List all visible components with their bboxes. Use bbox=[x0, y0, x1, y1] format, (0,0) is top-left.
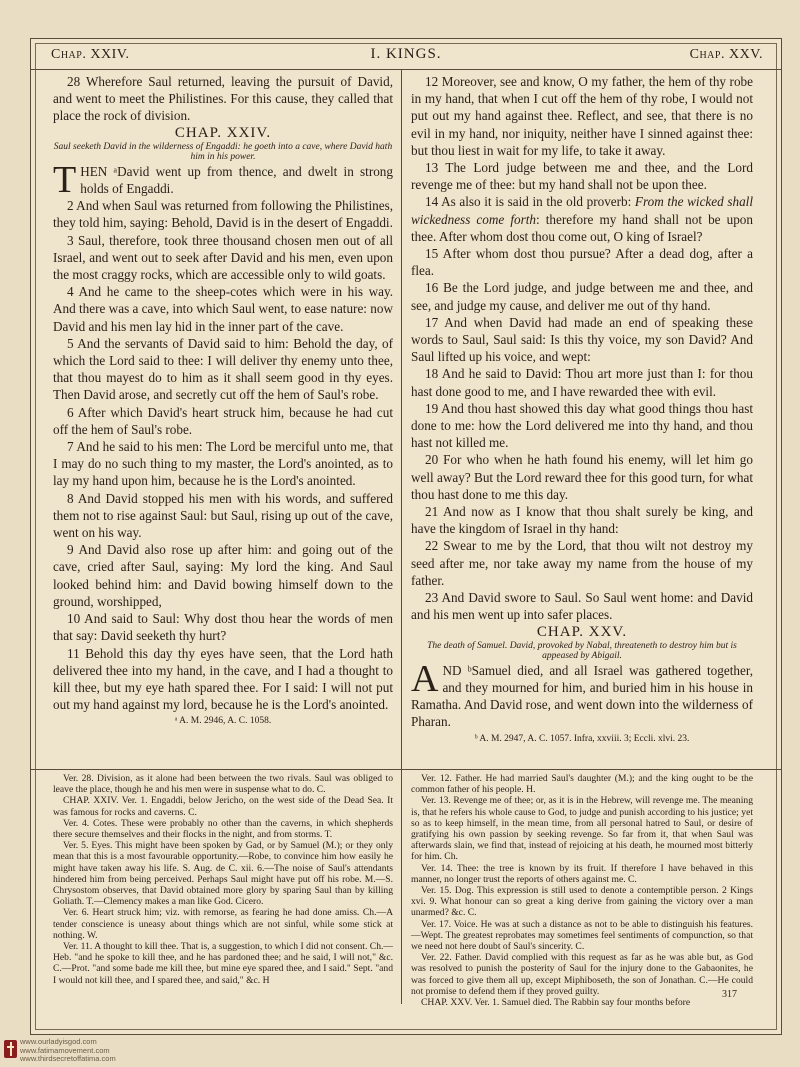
bible-page bbox=[30, 38, 782, 1035]
verse-13: 13 The Lord judge between me and thee, and the Lord revenge me of thee: but my hand shall not be upon thee. bbox=[411, 160, 753, 193]
note: Ver. 6. Heart struck him; viz. with remorse, as fearing he had done amiss. Ch.—A tender conscience is uneasy about things which are not sinful, while some stick at nothing. W. bbox=[53, 907, 393, 941]
verse-15: 15 After whom dost thou pursue? After a dead dog, after a flea. bbox=[411, 246, 753, 279]
verse-20: 20 For who when he hath found his enemy, will let him go well away? But the Lord reward thee for this good turn, for what thou hast done to me this day. bbox=[411, 452, 753, 502]
verse-22: 22 Swear to me by the Lord, that thou wilt not destroy my seed after me, nor take away my name from the house of my father. bbox=[411, 538, 753, 588]
verse-28: 28 Wherefore Saul returned, leaving the pursuit of David, and went to meet the Philistines. For this cause, they called that place the rock of division. bbox=[53, 74, 393, 124]
note: CHAP. XXV. Ver. 1. Samuel died. The Rabbin say four months before bbox=[421, 997, 691, 1009]
cross-logo-icon bbox=[4, 1040, 17, 1058]
verse-3: 3 Saul, therefore, took three thousand chosen men out of all Israel, and went out to seek after David and his men, even upon the most craggy rocks, which are accessible only to wild goats. bbox=[53, 232, 393, 283]
verse-8: 8 And David stopped his men with his words, and suffered them not to rise against Saul: but Saul, rising up out of the cave, went on his way. bbox=[53, 490, 393, 541]
verse-1-xxv-text: ND ᵇSamuel died, and all Israel was gathered together, and they mourned for him, and buried him in his house in Ramatha. And David rose, and went down into the wilderness of Pharan. bbox=[411, 662, 753, 730]
chapter-title-xxiv: CHAP. XXIV. bbox=[174, 124, 272, 141]
notes-rule bbox=[31, 769, 781, 770]
verse-1 bbox=[53, 158, 393, 201]
verse-7: 7 And he said to his men: The Lord be merciful unto me, that I may do no such thing to my master, the Lord's anointed, as to lay my hand upon him, because he is the Lord's anointed. bbox=[53, 439, 393, 489]
verse-10: 10 And said to Saul: Why dost thou hear the words of men that say: David seeketh thy hurt? bbox=[53, 611, 393, 644]
watermark-line: www.ourladyisgod.com bbox=[20, 1037, 97, 1046]
note: Ver. 11. A thought to kill thee. That is, a suggestion, to which I did not consent. Ch.—Heb. "and he spoke to kill thee, and he has pardoned thee; and he said, I will not," &c. C.—Prot. "and some bade me kill thee, but mine eye spared thee, and I said." Sept. "and I would not kill thee, and I spared thee, and said," &c. H bbox=[53, 941, 393, 986]
verse-14-pre: 14 As also it is said in the old proverb: bbox=[425, 194, 635, 210]
notes-right bbox=[411, 773, 753, 1008]
note: CHAP. XXIV. Ver. 1. Engaddi, below Jericho, on the west side of the Dead Sea. It was famous for rocks and caverns. C. bbox=[53, 795, 393, 818]
note: Ver. 5. Eyes. This might have been spoken by Gad, or by Samuel (M.); or they only mean that this is a most favourable opportunity.—Robe, to convince him how easily he might have taken away his life. S. Aug. de C. xii. 6.—The noise of Saul's attendants hindered him from being perceived. Perhaps Saul might have put off his robe. M.—S. Chrysostom observes, that David obtained more glory by sparing Saul than by killing Goliath. T.—Clemency makes a man like God. Cicero. bbox=[53, 840, 393, 908]
verse-12: 12 Moreover, see and know, O my father, the hem of thy robe in my hand, that when I cut off the hem of thy robe, I would not put out my hand against thee. Reflect, and see, that there is no evil in my hand, nor iniquity, neither have I sinned against thee: but thou liest in wait for my life, to take it away. bbox=[411, 74, 753, 158]
verse-2: 2 And when Saul was returned from following the Philistines, they told him, saying: Behold, David is in the desert of Engaddi. bbox=[53, 198, 393, 231]
running-head-right: Chap. XXV. bbox=[689, 47, 763, 62]
note: Ver. 17. Voice. He was at such a distance as not to be able to distinguish his features.—Wept. The greatest reprobates may sometimes feel sentiments of compunction, so that we need not here doubt of Saul's sincerity. C. bbox=[411, 918, 753, 953]
verse-14-proverb: From the wicked shall wickedness come forth bbox=[411, 194, 753, 227]
verse-16: 16 Be the Lord judge, and judge between me and thee, and see, and judge my cause, and deliver me out of thy hand. bbox=[411, 280, 753, 313]
note: Ver. 28. Division, as it alone had been between the two rivals. Saul was obliged to leave the place, though he and his men were in suspense what to do. C. bbox=[53, 773, 393, 796]
watermark-line: www.thirdsecretoffatima.com bbox=[20, 1054, 116, 1063]
right-column bbox=[411, 73, 753, 748]
verse-18: 18 And he said to David: Thou art more just than I: for thou hast done good to me, and I have rewarded thee with evil. bbox=[411, 366, 753, 399]
verse-14 bbox=[411, 193, 753, 245]
verse-1-xxv bbox=[411, 657, 753, 731]
note: Ver. 13. Revenge me of thee; or, as it is in the Hebrew, will revenge me. The meaning is, that he refers his whole cause to God, to judge and punish according to his justice; yet so as to keep himself, in the mean time, from all personal hatred to Saul, or desire of gratifying his own passion by seeking revenge. So far from it, that when Saul was afterwards slain, we find that, instead of rejoicing at his death, he mourned most bitterly for him. Ch. bbox=[411, 795, 753, 863]
note: Ver. 4. Cotes. These were probably no other than the caverns, in which shepherds there secure themselves and their flocks in the night, and from storms. T. bbox=[53, 817, 393, 841]
drop-cap: T bbox=[53, 158, 77, 201]
notes-divider bbox=[401, 769, 402, 1004]
note: Ver. 12. Father. He had married Saul's daughter (M.); and the king ought to be the common father of his people. H. bbox=[411, 773, 753, 796]
chapter-title-xxv: CHAP. XXV. bbox=[536, 623, 628, 640]
verse-9: 9 And David also rose up after him: and going out of the cave, cried after Saul, saying: My lord the king. And Saul looked behind him: and David bowing himself down to the ground, worshipped, bbox=[53, 542, 393, 609]
left-column bbox=[53, 73, 393, 731]
note: Ver. 15. Dog. This expression is still used to denote a contemptible person. 2 Kings xvi. 9. What honour can so great a king derive from gaining the victory over a man unarmed? &c. C. bbox=[411, 885, 753, 919]
running-head-left: Chap. XXIV. bbox=[51, 47, 130, 62]
column-divider bbox=[401, 69, 402, 769]
notes-left bbox=[53, 773, 393, 986]
drop-cap: A bbox=[411, 657, 439, 700]
head-rule bbox=[31, 69, 781, 70]
footnote-ref-b: ᵇ A. M. 2947, A. C. 1057. Infra, xxviii. 3; Eccli. xlvi. 23. bbox=[474, 733, 690, 744]
footnote-ref-a: ᵃ A. M. 2946, A. C. 1058. bbox=[174, 716, 272, 727]
verse-21: 21 And now as I know that thou shalt surely be king, and have the kingdom of Israel in thy hand: bbox=[411, 504, 753, 537]
note: Ver. 14. Thee: the tree is known by its fruit. If therefore I have behaved in this manner, no longer trust the reports of others against me. C. bbox=[411, 862, 753, 885]
chapter-summary-xxiv: Saul seeketh David in the wilderness of Engaddi: he goeth into a cave, where David hath him in his power. bbox=[53, 141, 393, 163]
verse-23: 23 And David swore to Saul. So Saul went home: and David and his men went up into safer places. bbox=[411, 590, 753, 623]
running-head-center: I. KINGS. bbox=[370, 46, 442, 62]
watermark bbox=[20, 1038, 116, 1064]
watermark-line: www.fatimamovement.com bbox=[20, 1045, 110, 1055]
verse-6: 6 After which David's heart struck him, because he had cut off the hem of Saul's robe. bbox=[53, 404, 393, 437]
chapter-summary-xxv: The death of Samuel. David, provoked by Nabal, threateneth to destroy him but is appeased by Abigail. bbox=[427, 640, 737, 662]
verse-5: 5 And the servants of David said to him: Behold the day, of which the Lord said to thee: I will deliver thy enemy unto thee, that thou mayest do to him as it shall seem good in thy eyes. Then David arose, and secretly cut off the hem of Saul's robe. bbox=[53, 335, 393, 403]
verse-17: 17 And when David had made an end of speaking these words to Saul, Saul said: Is this thy voice, my son David? And Saul lifted up his voice, and wept: bbox=[411, 314, 753, 365]
running-head bbox=[31, 43, 781, 65]
verse-19: 19 And thou hast showed this day what good things thou hast done to me: how the Lord delivered me into thy hand, and thou hast not killed me. bbox=[411, 400, 753, 451]
verse-11: 11 Behold this day thy eyes have seen, that the Lord hath delivered thee into my hand, in the cave, and I had a thought to kill thee, but my eye hath spared thee. For I said: I will not put out my hand against my lord, because he is the Lord's anointed. bbox=[53, 645, 393, 713]
verse-14-post: : therefore my hand shall not be upon thee. After whom dost thou come out, O king of Israel? bbox=[411, 211, 753, 244]
verse-1-text: HEN ᵃDavid went up from thence, and dwelt in strong holds of Engaddi. bbox=[80, 163, 393, 197]
page-number: 317 bbox=[722, 989, 737, 1000]
note: Ver. 22. Father. David complied with this request as far as he was able but, as God was resolved to punish the posterity of Saul for the injury done to the Gabaonites, he was forced to give them all up, except Miphiboseth, the son of Jonathan. C.—He could not promise to defend them if they proved guilty. bbox=[411, 952, 753, 997]
verse-4: 4 And he came to the sheep-cotes which were in his way. And there was a cave, into which Saul went, to ease nature: now David and his men lay hid in the inner part of the cave. bbox=[53, 284, 393, 334]
